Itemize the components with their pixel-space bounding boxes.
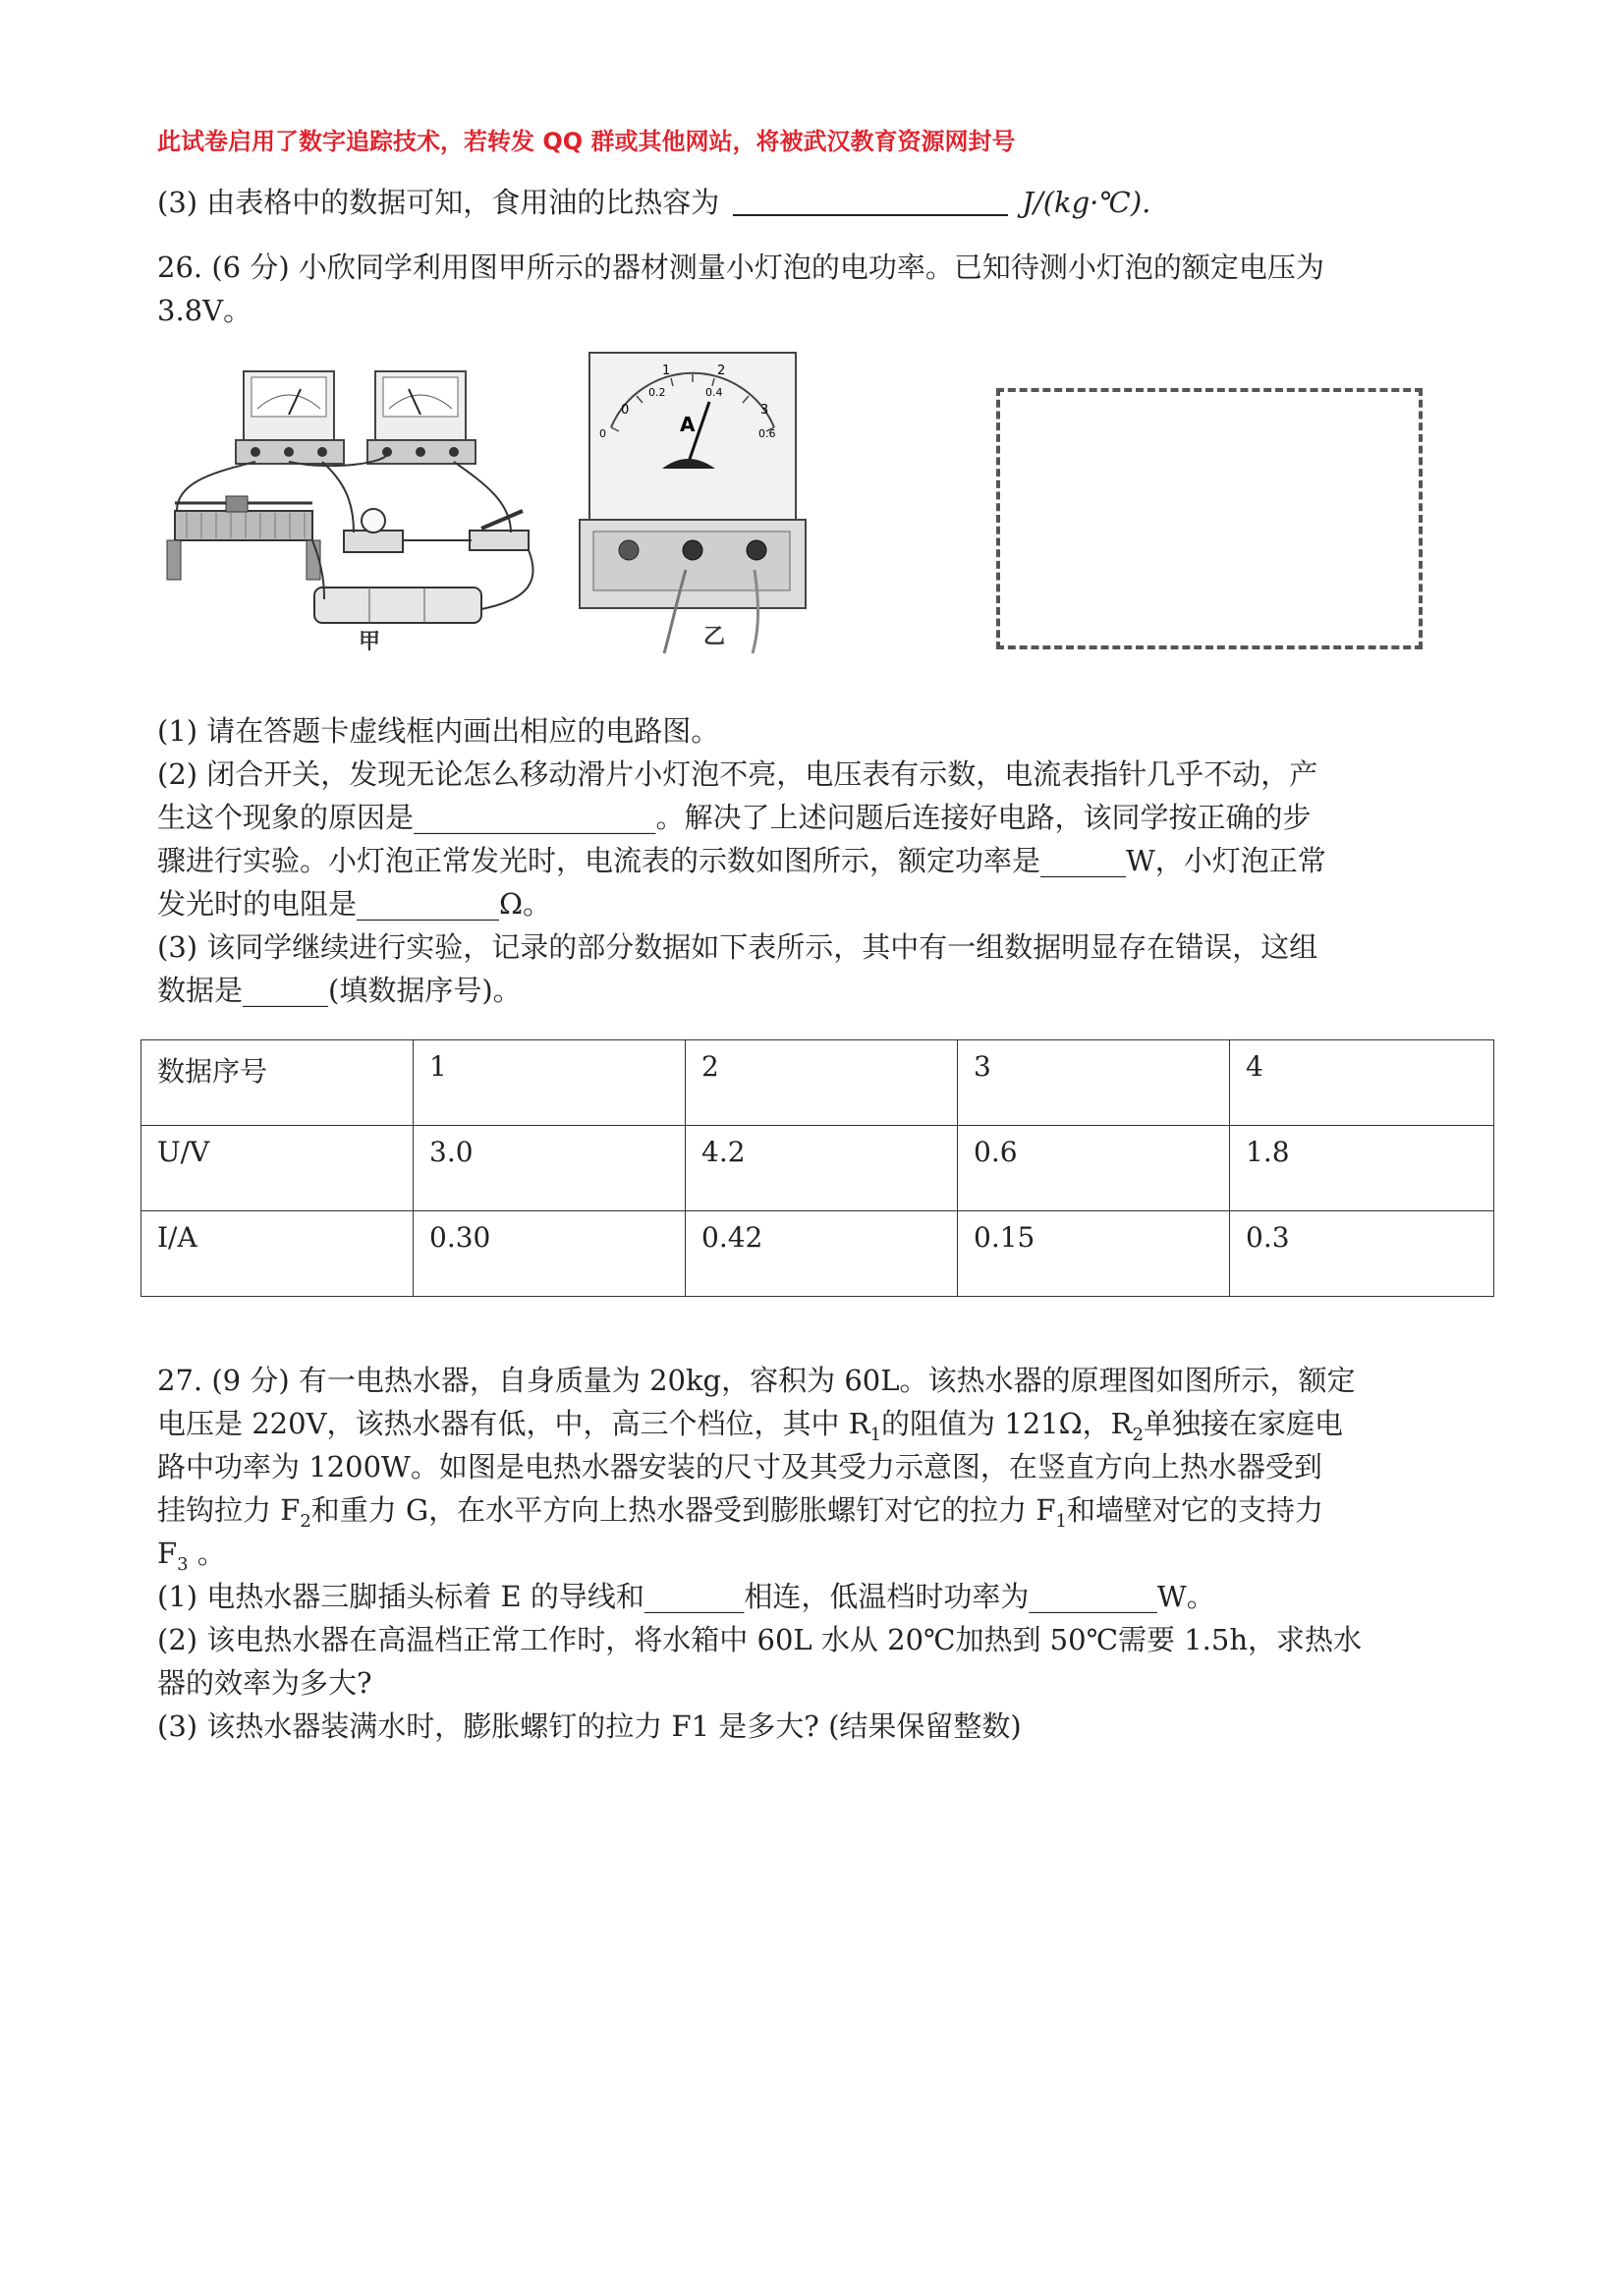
q25-unit: J/(kg·℃). bbox=[1022, 186, 1151, 219]
rheostat-device bbox=[167, 496, 320, 580]
table-cell: 4 bbox=[1230, 1040, 1494, 1126]
fig-jia-label: 甲 bbox=[359, 630, 381, 653]
q27-sub3: (3) 该热水器装满水时，膨胀螺钉的拉力 F1 是多大? (结果保留整数) bbox=[157, 1709, 1022, 1743]
table-cell: 3.0 bbox=[414, 1126, 686, 1211]
subscript-3: 3 bbox=[177, 1553, 189, 1575]
q26-sub2-line2: 生这个现象的原因是_________________。解决了上述问题后连接好电路，该同学按正确的步 bbox=[157, 801, 1312, 834]
q26-data-table bbox=[140, 1039, 1494, 1297]
table-cell: 0.30 bbox=[414, 1211, 686, 1297]
q26-sub3-line2: 数据是______(填数据序号)。 bbox=[157, 974, 522, 1007]
q26-sub2-line1: (2) 闭合开关，发现无论怎么移动滑片小灯泡不亮，电压表有示数，电流表指针几乎不动，产 bbox=[157, 757, 1318, 791]
table-cell: 1 bbox=[414, 1040, 686, 1126]
watermark-notice: 此试卷启用了数字追踪技术，若转发 QQ 群或其他网站，将被武汉教育资源网封号 bbox=[157, 128, 1016, 155]
table-cell: 1.8 bbox=[1230, 1126, 1494, 1211]
subscript-2: 2 bbox=[300, 1510, 311, 1532]
circuit-diagram-answer-box[interactable] bbox=[996, 388, 1423, 649]
ammeter-scale-bottom-1: 0.2 bbox=[648, 386, 666, 399]
switch-device bbox=[470, 511, 529, 550]
battery-device bbox=[314, 588, 481, 623]
q26-sub3-line1: (3) 该同学继续进行实验，记录的部分数据如下表所示，其中有一组数据明显存在错误，这组 bbox=[157, 930, 1318, 964]
figure-yi-ammeter bbox=[578, 349, 813, 655]
q27-line1: 27. (9 分) 有一电热水器，自身质量为 20kg，容积为 60L。该热水器的原理图如图所示，额定 bbox=[157, 1364, 1356, 1397]
subscript-1: 1 bbox=[1055, 1510, 1067, 1532]
q27-line2-part-b: 的阻值为 121Ω，R bbox=[881, 1407, 1133, 1440]
table-cell: 4.2 bbox=[686, 1126, 958, 1211]
q27-line4-part-b: 和重力 G，在水平方向上热水器受到膨胀螺钉对它的拉力 F bbox=[310, 1493, 1056, 1527]
q27-line4 bbox=[157, 1488, 1323, 1543]
fig-yi-label: 乙 bbox=[703, 625, 726, 649]
q27-line4-part-a: 挂钩拉力 F bbox=[157, 1493, 301, 1527]
q27-sub2-line1: (2) 该电热水器在高温档正常工作时，将水箱中 60L 水从 20℃加热到 50℃需要 1.5h，求热水 bbox=[157, 1623, 1363, 1656]
table-cell: 3 bbox=[958, 1040, 1230, 1126]
subscript-2: 2 bbox=[1132, 1424, 1144, 1445]
ammeter-unit-label: A bbox=[680, 413, 696, 436]
q25-part3-text: (3) 由表格中的数据可知，食用油的比热容为 bbox=[157, 186, 720, 219]
table-cell: 数据序号 bbox=[141, 1040, 414, 1126]
table-cell: U/V bbox=[141, 1126, 414, 1211]
q26-sub2-line4: 发光时的电阻是__________Ω。 bbox=[157, 887, 552, 921]
table-cell: 0.15 bbox=[958, 1211, 1230, 1297]
ammeter-scale-bottom-3: 0.6 bbox=[758, 427, 776, 440]
q27-line4-part-c: 和墙壁对它的支持力 bbox=[1066, 1493, 1323, 1527]
q27-line3: 路中功率为 1200W。如图是电热水器安装的尺寸及其受力示意图，在竖直方向上热水器受到 bbox=[157, 1450, 1322, 1484]
ammeter-scale-top-3: 3 bbox=[760, 403, 769, 418]
figure-jia-equipment bbox=[157, 354, 570, 653]
ammeter-scale-top-0: 0 bbox=[621, 403, 630, 418]
q25-part3 bbox=[157, 181, 1150, 224]
q27-line5-part-b: 。 bbox=[188, 1537, 226, 1570]
ammeter-scale-bottom-2: 0.4 bbox=[705, 386, 723, 399]
q27-line5-part-a: F bbox=[157, 1537, 178, 1570]
subscript-1: 1 bbox=[869, 1424, 882, 1445]
q26-sub1: (1) 请在答题卡虚线框内画出相应的电路图。 bbox=[157, 714, 720, 748]
q27-line2-part-a: 电压是 220V，该热水器有低，中，高三个档位，其中 R bbox=[157, 1407, 870, 1440]
table-cell: 0.6 bbox=[958, 1126, 1230, 1211]
q27-sub1: (1) 电热水器三脚插头标着 E 的导线和_______相连，低温档时功率为_________W。 bbox=[157, 1580, 1215, 1613]
table-cell: 2 bbox=[686, 1040, 958, 1126]
q26-stem-line1: 26. (6 分) 小欣同学利用图甲所示的器材测量小灯泡的电功率。已知待测小灯泡的额定电压为 bbox=[157, 251, 1324, 284]
table-cell: 0.3 bbox=[1230, 1211, 1494, 1297]
voltmeter-device-1 bbox=[236, 371, 344, 464]
voltmeter-device-2 bbox=[367, 371, 476, 464]
q26-sub2-line3: 骤进行实验。小灯泡正常发光时，电流表的示数如图所示，额定功率是______W，小灯泡正常 bbox=[157, 844, 1326, 877]
q27-sub2-line2: 器的效率为多大? bbox=[157, 1666, 372, 1700]
q26-stem-line2: 3.8V。 bbox=[157, 294, 252, 327]
table-row bbox=[141, 1040, 1494, 1126]
table-row bbox=[141, 1211, 1494, 1297]
q25-answer-blank[interactable] bbox=[733, 185, 1008, 216]
ammeter-scale-bottom-0: 0 bbox=[599, 427, 606, 440]
ammeter-scale-top-2: 2 bbox=[717, 364, 726, 378]
table-cell: 0.42 bbox=[686, 1211, 958, 1297]
table-row bbox=[141, 1126, 1494, 1211]
q27-line2-part-c: 单独接在家庭电 bbox=[1143, 1407, 1343, 1440]
table-cell: I/A bbox=[141, 1211, 414, 1297]
ammeter-scale-top-1: 1 bbox=[662, 364, 671, 378]
